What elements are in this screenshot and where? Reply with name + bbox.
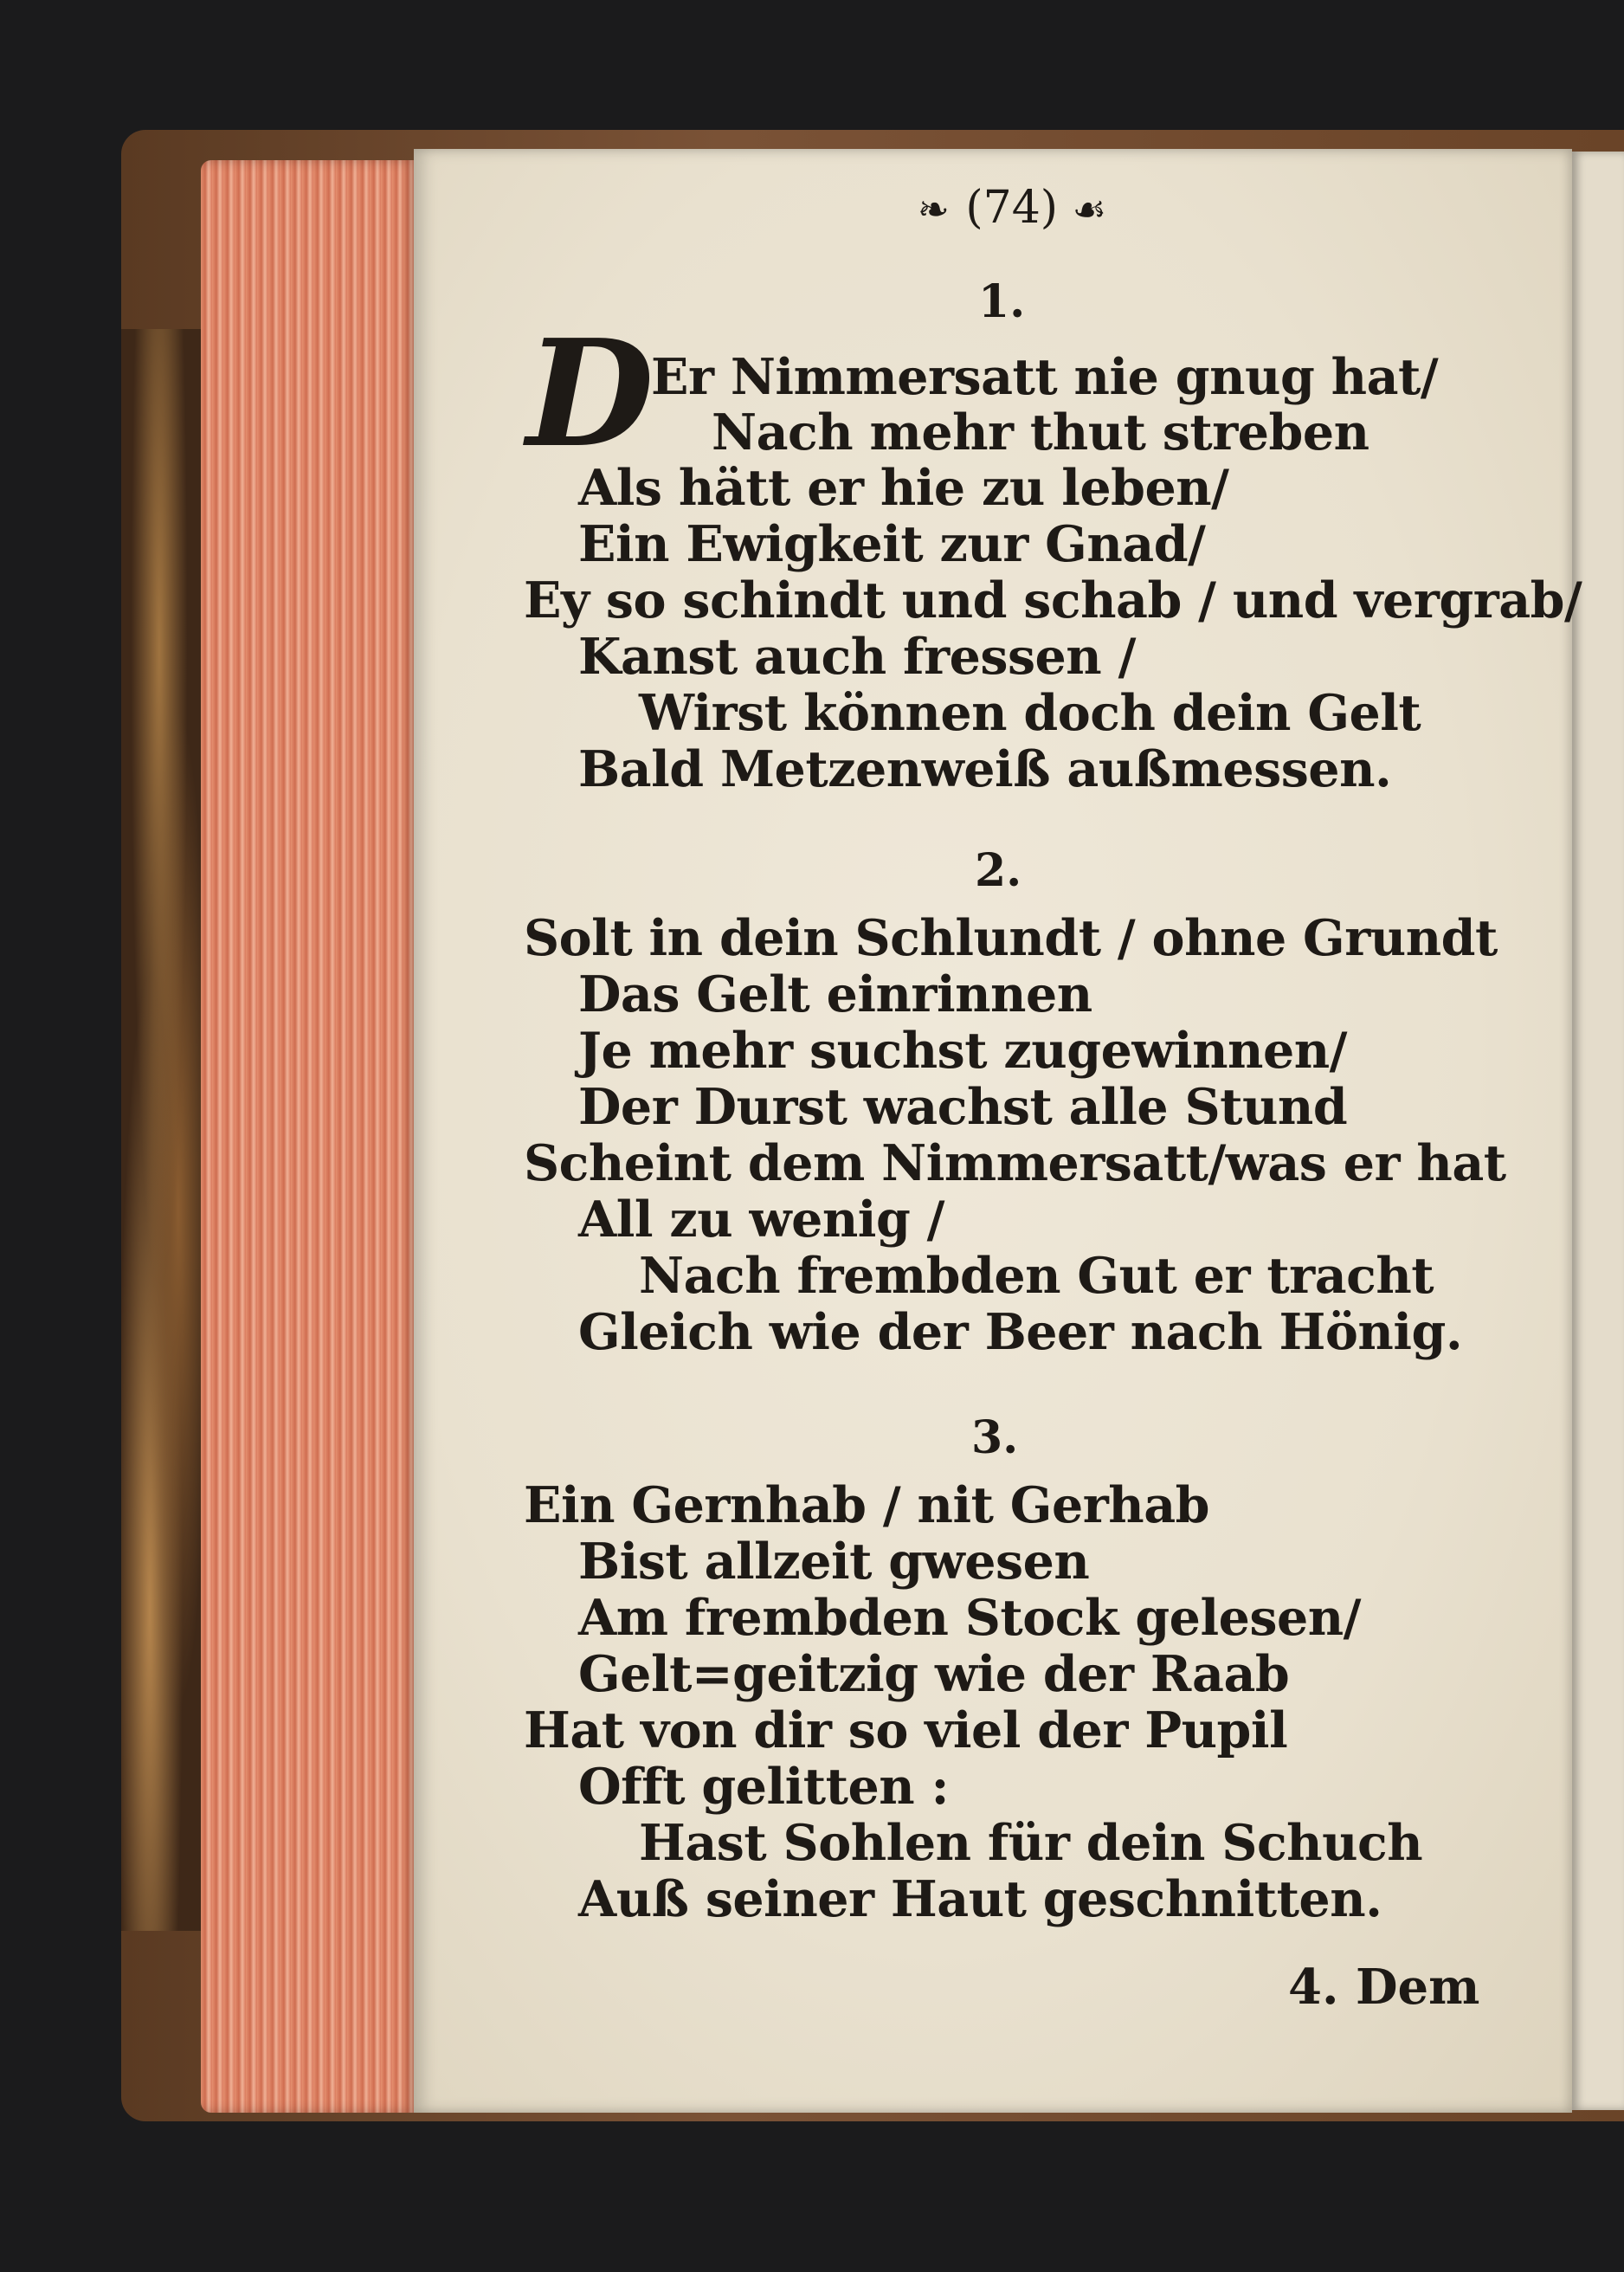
ornament-right-icon: ☙ [1072, 188, 1109, 232]
stanza-number: 3. [971, 1411, 1019, 1464]
verse-line: Kanst auch fressen / [578, 628, 1136, 686]
facing-page-edge [1572, 152, 1624, 2110]
verse-line: Er Nimmersatt nie gnug hat/ [651, 348, 1439, 406]
ornament-left-icon: ❧ [917, 188, 951, 232]
verse-line: Auß seiner Haut geschnitten. [578, 1870, 1382, 1928]
verse-line: Als hätt er hie zu leben/ [578, 459, 1229, 517]
verse-line: Je mehr suchst zugewinnen/ [578, 1022, 1347, 1080]
verse-line: Wirst können doch dein Gelt [639, 684, 1421, 742]
verse-line: Ey so schindt und schab / und vergrab/ [524, 571, 1582, 629]
stanza-number: 2. [975, 844, 1022, 897]
verse-line: Nach frembden Gut er tracht [639, 1247, 1434, 1305]
verse-line: Bald Metzenweiß außmessen. [578, 740, 1392, 798]
verse-line: Am frembden Stock gelesen/ [578, 1589, 1361, 1647]
verse-line: Ein Ewigkeit zur Gnad/ [578, 515, 1206, 573]
verse-line: Das Gelt einrinnen [578, 965, 1092, 1023]
page-edges [201, 160, 417, 2113]
page-number-paren-open: ( [965, 182, 983, 234]
drop-cap: D [526, 307, 654, 481]
verse-line: Ein Gernhab / nit Gerhab [524, 1476, 1210, 1534]
verse-line: Hat von dir so viel der Pupil [524, 1701, 1288, 1759]
page-number: 74 [983, 182, 1041, 234]
page-header [866, 182, 1160, 234]
verse-line: Der Durst wachst alle Stund [578, 1078, 1348, 1136]
verse-line: Nach mehr thut streben [712, 403, 1369, 462]
verse-line: All zu wenig / [578, 1191, 944, 1249]
verse-line: Scheint dem Nimmersatt/was er hat [524, 1134, 1506, 1192]
verse-line: Gleich wie der Beer nach Hönig. [578, 1303, 1463, 1361]
verse-line: Bist allzeit gwesen [578, 1533, 1090, 1591]
catchword: 4. Dem [1288, 1959, 1480, 2016]
stanza-number: 1. [978, 275, 1026, 328]
verse-line: Gelt=geitzig wie der Raab [578, 1645, 1290, 1703]
verse-line: Solt in dein Schlundt / ohne Grundt [524, 909, 1498, 967]
verse-line: Hast Sohlen für dein Schuch [639, 1814, 1423, 1872]
page-number-paren-close: ) [1040, 182, 1059, 234]
verse-line: Offt gelitten : [578, 1758, 950, 1816]
